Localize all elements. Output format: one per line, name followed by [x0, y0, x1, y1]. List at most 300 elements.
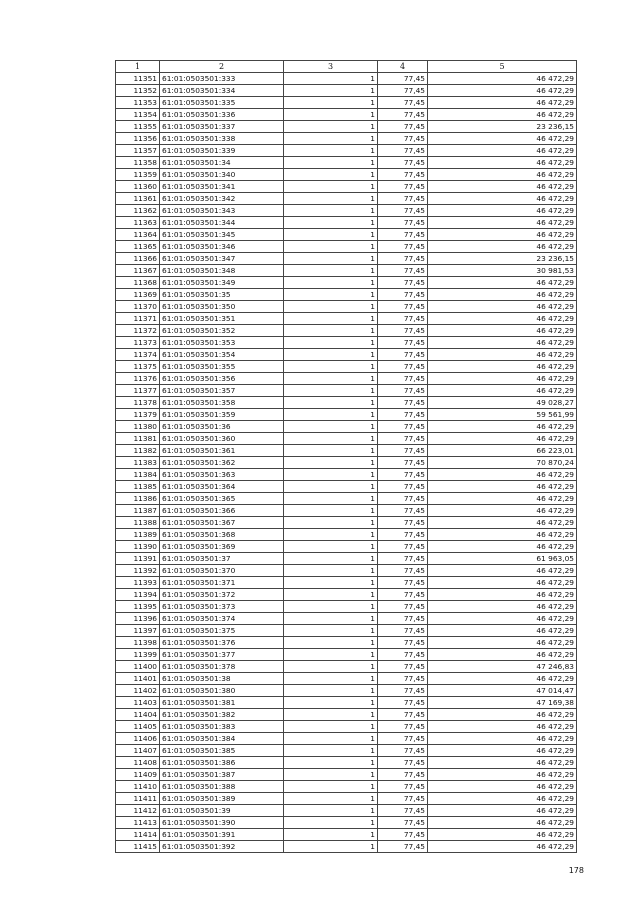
row-index-cell: 11375 — [116, 361, 160, 373]
area-cell: 77,45 — [378, 565, 428, 577]
cadastral-number-cell: 61:01:0503501:337 — [160, 121, 284, 133]
table-row — [116, 97, 577, 109]
row-index-cell: 11366 — [116, 253, 160, 265]
area-cell: 77,45 — [378, 301, 428, 313]
value-cell: 46 472,29 — [428, 577, 577, 589]
table-row — [116, 637, 577, 649]
cadastral-number-cell: 61:01:0503501:357 — [160, 385, 284, 397]
quantity-cell: 1 — [284, 301, 378, 313]
value-cell: 46 472,29 — [428, 421, 577, 433]
quantity-cell: 1 — [284, 109, 378, 121]
area-cell: 77,45 — [378, 697, 428, 709]
row-index-cell: 11400 — [116, 661, 160, 673]
area-cell: 77,45 — [378, 721, 428, 733]
table-row — [116, 205, 577, 217]
table-row — [116, 85, 577, 97]
cadastral-number-cell: 61:01:0503501:389 — [160, 793, 284, 805]
column-header-2: 2 — [160, 61, 284, 73]
row-index-cell: 11402 — [116, 685, 160, 697]
cadastral-number-cell: 61:01:0503501:363 — [160, 469, 284, 481]
quantity-cell: 1 — [284, 625, 378, 637]
table-row — [116, 229, 577, 241]
cadastral-number-cell: 61:01:0503501:358 — [160, 397, 284, 409]
quantity-cell: 1 — [284, 145, 378, 157]
area-cell: 77,45 — [378, 817, 428, 829]
cadastral-number-cell: 61:01:0503501:343 — [160, 205, 284, 217]
table-row — [116, 313, 577, 325]
quantity-cell: 1 — [284, 73, 378, 85]
area-cell: 77,45 — [378, 337, 428, 349]
area-cell: 77,45 — [378, 409, 428, 421]
cadastral-number-cell: 61:01:0503501:333 — [160, 73, 284, 85]
row-index-cell: 11355 — [116, 121, 160, 133]
cadastral-number-cell: 61:01:0503501:378 — [160, 661, 284, 673]
area-cell: 77,45 — [378, 289, 428, 301]
area-cell: 77,45 — [378, 613, 428, 625]
area-cell: 77,45 — [378, 121, 428, 133]
row-index-cell: 11399 — [116, 649, 160, 661]
area-cell: 77,45 — [378, 361, 428, 373]
cadastral-number-cell: 61:01:0503501:370 — [160, 565, 284, 577]
row-index-cell: 11395 — [116, 601, 160, 613]
value-cell: 46 472,29 — [428, 241, 577, 253]
table-row — [116, 397, 577, 409]
quantity-cell: 1 — [284, 529, 378, 541]
quantity-cell: 1 — [284, 121, 378, 133]
area-cell: 77,45 — [378, 265, 428, 277]
quantity-cell: 1 — [284, 661, 378, 673]
quantity-cell: 1 — [284, 157, 378, 169]
row-index-cell: 11379 — [116, 409, 160, 421]
cadastral-number-cell: 61:01:0503501:336 — [160, 109, 284, 121]
table-row — [116, 289, 577, 301]
cadastral-number-cell: 61:01:0503501:344 — [160, 217, 284, 229]
row-index-cell: 11396 — [116, 613, 160, 625]
quantity-cell: 1 — [284, 469, 378, 481]
quantity-cell: 1 — [284, 193, 378, 205]
value-cell: 66 223,01 — [428, 445, 577, 457]
quantity-cell: 1 — [284, 325, 378, 337]
value-cell: 46 472,29 — [428, 205, 577, 217]
quantity-cell: 1 — [284, 205, 378, 217]
quantity-cell: 1 — [284, 817, 378, 829]
cadastral-number-cell: 61:01:0503501:350 — [160, 301, 284, 313]
area-cell: 77,45 — [378, 433, 428, 445]
quantity-cell: 1 — [284, 409, 378, 421]
cadastral-number-cell: 61:01:0503501:390 — [160, 817, 284, 829]
cadastral-number-cell: 61:01:0503501:375 — [160, 625, 284, 637]
value-cell: 46 472,29 — [428, 565, 577, 577]
value-cell: 46 472,29 — [428, 97, 577, 109]
row-index-cell: 11410 — [116, 781, 160, 793]
cadastral-number-cell: 61:01:0503501:340 — [160, 169, 284, 181]
value-cell: 46 472,29 — [428, 193, 577, 205]
row-index-cell: 11367 — [116, 265, 160, 277]
quantity-cell: 1 — [284, 601, 378, 613]
area-cell: 77,45 — [378, 97, 428, 109]
cadastral-number-cell: 61:01:0503501:353 — [160, 337, 284, 349]
cadastral-number-cell: 61:01:0503501:351 — [160, 313, 284, 325]
value-cell: 46 472,29 — [428, 133, 577, 145]
column-header-3: 3 — [284, 61, 378, 73]
table-row — [116, 121, 577, 133]
table-row — [116, 829, 577, 841]
value-cell: 46 472,29 — [428, 625, 577, 637]
value-cell: 46 472,29 — [428, 769, 577, 781]
quantity-cell: 1 — [284, 349, 378, 361]
row-index-cell: 11408 — [116, 757, 160, 769]
value-cell: 46 472,29 — [428, 349, 577, 361]
value-cell: 46 472,29 — [428, 481, 577, 493]
table-row — [116, 349, 577, 361]
cadastral-number-cell: 61:01:0503501:368 — [160, 529, 284, 541]
quantity-cell: 1 — [284, 169, 378, 181]
table-row — [116, 673, 577, 685]
table-row — [116, 241, 577, 253]
row-index-cell: 11388 — [116, 517, 160, 529]
value-cell: 46 472,29 — [428, 109, 577, 121]
value-cell: 46 472,29 — [428, 373, 577, 385]
table-row — [116, 493, 577, 505]
quantity-cell: 1 — [284, 733, 378, 745]
quantity-cell: 1 — [284, 829, 378, 841]
row-index-cell: 11360 — [116, 181, 160, 193]
table-row — [116, 457, 577, 469]
area-cell: 77,45 — [378, 829, 428, 841]
table-row — [116, 577, 577, 589]
area-cell: 77,45 — [378, 217, 428, 229]
row-index-cell: 11384 — [116, 469, 160, 481]
page-number: 178 — [568, 866, 584, 875]
value-cell: 46 472,29 — [428, 817, 577, 829]
row-index-cell: 11387 — [116, 505, 160, 517]
header-row — [116, 61, 577, 73]
table-row — [116, 421, 577, 433]
row-index-cell: 11393 — [116, 577, 160, 589]
row-index-cell: 11392 — [116, 565, 160, 577]
quantity-cell: 1 — [284, 793, 378, 805]
area-cell: 77,45 — [378, 685, 428, 697]
value-cell: 46 472,29 — [428, 145, 577, 157]
area-cell: 77,45 — [378, 133, 428, 145]
table-row — [116, 265, 577, 277]
table-row — [116, 301, 577, 313]
area-cell: 77,45 — [378, 769, 428, 781]
table-row — [116, 157, 577, 169]
cadastral-number-cell: 61:01:0503501:36 — [160, 421, 284, 433]
cadastral-number-cell: 61:01:0503501:366 — [160, 505, 284, 517]
row-index-cell: 11376 — [116, 373, 160, 385]
cadastral-number-cell: 61:01:0503501:377 — [160, 649, 284, 661]
area-cell: 77,45 — [378, 349, 428, 361]
cadastral-number-cell: 61:01:0503501:354 — [160, 349, 284, 361]
row-index-cell: 11409 — [116, 769, 160, 781]
quantity-cell: 1 — [284, 505, 378, 517]
row-index-cell: 11404 — [116, 709, 160, 721]
row-index-cell: 11401 — [116, 673, 160, 685]
area-cell: 77,45 — [378, 781, 428, 793]
quantity-cell: 1 — [284, 373, 378, 385]
quantity-cell: 1 — [284, 445, 378, 457]
row-index-cell: 11414 — [116, 829, 160, 841]
area-cell: 77,45 — [378, 481, 428, 493]
table-row — [116, 325, 577, 337]
quantity-cell: 1 — [284, 217, 378, 229]
table-row — [116, 817, 577, 829]
cadastral-number-cell: 61:01:0503501:380 — [160, 685, 284, 697]
quantity-cell: 1 — [284, 277, 378, 289]
cadastral-number-cell: 61:01:0503501:334 — [160, 85, 284, 97]
cadastral-number-cell: 61:01:0503501:376 — [160, 637, 284, 649]
row-index-cell: 11386 — [116, 493, 160, 505]
area-cell: 77,45 — [378, 169, 428, 181]
cadastral-number-cell: 61:01:0503501:372 — [160, 589, 284, 601]
table-row — [116, 253, 577, 265]
value-cell: 49 028,27 — [428, 397, 577, 409]
table-row — [116, 445, 577, 457]
row-index-cell: 11412 — [116, 805, 160, 817]
area-cell: 77,45 — [378, 445, 428, 457]
value-cell: 46 472,29 — [428, 529, 577, 541]
cadastral-number-cell: 61:01:0503501:38 — [160, 673, 284, 685]
row-index-cell: 11389 — [116, 529, 160, 541]
row-index-cell: 11369 — [116, 289, 160, 301]
value-cell: 46 472,29 — [428, 217, 577, 229]
cadastral-number-cell: 61:01:0503501:359 — [160, 409, 284, 421]
area-cell: 77,45 — [378, 529, 428, 541]
area-cell: 77,45 — [378, 493, 428, 505]
cadastral-number-cell: 61:01:0503501:352 — [160, 325, 284, 337]
quantity-cell: 1 — [284, 313, 378, 325]
table-row — [116, 481, 577, 493]
row-index-cell: 11383 — [116, 457, 160, 469]
cadastral-number-cell: 61:01:0503501:374 — [160, 613, 284, 625]
value-cell: 46 472,29 — [428, 469, 577, 481]
cadastral-number-cell: 61:01:0503501:369 — [160, 541, 284, 553]
cadastral-number-cell: 61:01:0503501:356 — [160, 373, 284, 385]
quantity-cell: 1 — [284, 709, 378, 721]
value-cell: 46 472,29 — [428, 289, 577, 301]
table-row — [116, 613, 577, 625]
value-cell: 61 963,05 — [428, 553, 577, 565]
cadastral-number-cell: 61:01:0503501:360 — [160, 433, 284, 445]
value-cell: 23 236,15 — [428, 253, 577, 265]
table-row — [116, 169, 577, 181]
table-row — [116, 505, 577, 517]
table-row — [116, 541, 577, 553]
value-cell: 46 472,29 — [428, 325, 577, 337]
area-cell: 77,45 — [378, 73, 428, 85]
table-row — [116, 517, 577, 529]
value-cell: 46 472,29 — [428, 709, 577, 721]
quantity-cell: 1 — [284, 85, 378, 97]
area-cell: 77,45 — [378, 745, 428, 757]
cadastral-number-cell: 61:01:0503501:39 — [160, 805, 284, 817]
cadastral-number-cell: 61:01:0503501:381 — [160, 697, 284, 709]
value-cell: 47 014,47 — [428, 685, 577, 697]
cadastral-number-cell: 61:01:0503501:347 — [160, 253, 284, 265]
table-row — [116, 757, 577, 769]
cadastral-number-cell: 61:01:0503501:365 — [160, 493, 284, 505]
area-cell: 77,45 — [378, 841, 428, 853]
area-cell: 77,45 — [378, 457, 428, 469]
quantity-cell: 1 — [284, 481, 378, 493]
cadastral-number-cell: 61:01:0503501:349 — [160, 277, 284, 289]
area-cell: 77,45 — [378, 109, 428, 121]
column-header-4: 4 — [378, 61, 428, 73]
quantity-cell: 1 — [284, 397, 378, 409]
area-cell: 77,45 — [378, 577, 428, 589]
quantity-cell: 1 — [284, 289, 378, 301]
quantity-cell: 1 — [284, 769, 378, 781]
table-row — [116, 145, 577, 157]
cadastral-number-cell: 61:01:0503501:348 — [160, 265, 284, 277]
table-row — [116, 109, 577, 121]
quantity-cell: 1 — [284, 673, 378, 685]
row-index-cell: 11371 — [116, 313, 160, 325]
quantity-cell: 1 — [284, 517, 378, 529]
value-cell: 46 472,29 — [428, 505, 577, 517]
value-cell: 46 472,29 — [428, 385, 577, 397]
area-cell: 77,45 — [378, 397, 428, 409]
quantity-cell: 1 — [284, 421, 378, 433]
row-index-cell: 11353 — [116, 97, 160, 109]
cadastral-number-cell: 61:01:0503501:388 — [160, 781, 284, 793]
area-cell: 77,45 — [378, 229, 428, 241]
row-index-cell: 11405 — [116, 721, 160, 733]
quantity-cell: 1 — [284, 613, 378, 625]
table-row — [116, 661, 577, 673]
row-index-cell: 11365 — [116, 241, 160, 253]
row-index-cell: 11391 — [116, 553, 160, 565]
value-cell: 46 472,29 — [428, 673, 577, 685]
value-cell: 46 472,29 — [428, 805, 577, 817]
area-cell: 77,45 — [378, 181, 428, 193]
quantity-cell: 1 — [284, 805, 378, 817]
cadastral-number-cell: 61:01:0503501:382 — [160, 709, 284, 721]
area-cell: 77,45 — [378, 757, 428, 769]
table-row — [116, 337, 577, 349]
cadastral-number-cell: 61:01:0503501:335 — [160, 97, 284, 109]
area-cell: 77,45 — [378, 793, 428, 805]
table-row — [116, 781, 577, 793]
quantity-cell: 1 — [284, 229, 378, 241]
value-cell: 46 472,29 — [428, 613, 577, 625]
cadastral-number-cell: 61:01:0503501:387 — [160, 769, 284, 781]
table-row — [116, 589, 577, 601]
quantity-cell: 1 — [284, 757, 378, 769]
row-index-cell: 11363 — [116, 217, 160, 229]
row-index-cell: 11385 — [116, 481, 160, 493]
area-cell: 77,45 — [378, 649, 428, 661]
table-row — [116, 745, 577, 757]
table-row — [116, 769, 577, 781]
value-cell: 46 472,29 — [428, 433, 577, 445]
quantity-cell: 1 — [284, 493, 378, 505]
area-cell: 77,45 — [378, 601, 428, 613]
value-cell: 70 870,24 — [428, 457, 577, 469]
area-cell: 77,45 — [378, 385, 428, 397]
quantity-cell: 1 — [284, 265, 378, 277]
table-row — [116, 685, 577, 697]
value-cell: 46 472,29 — [428, 361, 577, 373]
table-row — [116, 133, 577, 145]
row-index-cell: 11394 — [116, 589, 160, 601]
row-index-cell: 11362 — [116, 205, 160, 217]
value-cell: 46 472,29 — [428, 229, 577, 241]
quantity-cell: 1 — [284, 97, 378, 109]
row-index-cell: 11407 — [116, 745, 160, 757]
area-cell: 77,45 — [378, 325, 428, 337]
cadastral-number-cell: 61:01:0503501:391 — [160, 829, 284, 841]
row-index-cell: 11397 — [116, 625, 160, 637]
quantity-cell: 1 — [284, 337, 378, 349]
area-cell: 77,45 — [378, 733, 428, 745]
table-row — [116, 553, 577, 565]
cadastral-number-cell: 61:01:0503501:339 — [160, 145, 284, 157]
value-cell: 59 561,99 — [428, 409, 577, 421]
table-row — [116, 409, 577, 421]
row-index-cell: 11370 — [116, 301, 160, 313]
table-row — [116, 793, 577, 805]
area-cell: 77,45 — [378, 205, 428, 217]
column-header-5: 5 — [428, 61, 577, 73]
table-row — [116, 73, 577, 85]
cadastral-number-cell: 61:01:0503501:384 — [160, 733, 284, 745]
cadastral-number-cell: 61:01:0503501:386 — [160, 757, 284, 769]
row-index-cell: 11374 — [116, 349, 160, 361]
cadastral-number-cell: 61:01:0503501:364 — [160, 481, 284, 493]
quantity-cell: 1 — [284, 433, 378, 445]
value-cell: 46 472,29 — [428, 157, 577, 169]
cadastral-number-cell: 61:01:0503501:35 — [160, 289, 284, 301]
table-row — [116, 385, 577, 397]
table-row — [116, 649, 577, 661]
area-cell: 77,45 — [378, 145, 428, 157]
area-cell: 77,45 — [378, 709, 428, 721]
table-row — [116, 721, 577, 733]
row-index-cell: 11351 — [116, 73, 160, 85]
row-index-cell: 11403 — [116, 697, 160, 709]
value-cell: 46 472,29 — [428, 73, 577, 85]
area-cell: 77,45 — [378, 313, 428, 325]
table-row — [116, 805, 577, 817]
row-index-cell: 11382 — [116, 445, 160, 457]
quantity-cell: 1 — [284, 637, 378, 649]
quantity-cell: 1 — [284, 541, 378, 553]
cadastral-number-cell: 61:01:0503501:37 — [160, 553, 284, 565]
value-cell: 46 472,29 — [428, 793, 577, 805]
cadastral-number-cell: 61:01:0503501:367 — [160, 517, 284, 529]
quantity-cell: 1 — [284, 241, 378, 253]
row-index-cell: 11380 — [116, 421, 160, 433]
value-cell: 47 246,83 — [428, 661, 577, 673]
cadastral-number-cell: 61:01:0503501:361 — [160, 445, 284, 457]
value-cell: 46 472,29 — [428, 277, 577, 289]
row-index-cell: 11354 — [116, 109, 160, 121]
value-cell: 46 472,29 — [428, 181, 577, 193]
value-cell: 46 472,29 — [428, 829, 577, 841]
area-cell: 77,45 — [378, 673, 428, 685]
row-index-cell: 11377 — [116, 385, 160, 397]
quantity-cell: 1 — [284, 649, 378, 661]
table-row — [116, 361, 577, 373]
table-row — [116, 565, 577, 577]
value-cell: 46 472,29 — [428, 637, 577, 649]
value-cell: 46 472,29 — [428, 313, 577, 325]
cadastral-number-cell: 61:01:0503501:345 — [160, 229, 284, 241]
row-index-cell: 11413 — [116, 817, 160, 829]
